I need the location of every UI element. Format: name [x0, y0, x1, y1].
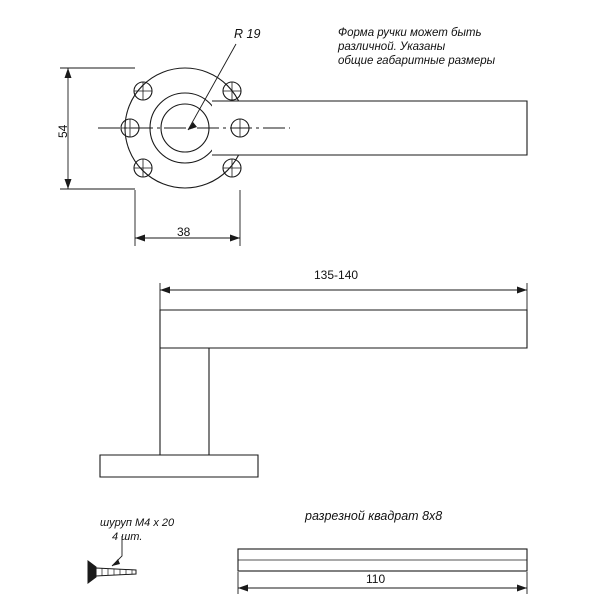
spindle-dim-arrow-right [517, 585, 527, 592]
length-dim-arrow-right [517, 287, 527, 294]
side-view-lever-arm [160, 310, 527, 460]
spindle-geometry [238, 549, 527, 571]
general-note [338, 26, 495, 68]
front-view-geometry [98, 60, 527, 196]
general-note-line-2: различной. Указаны [338, 41, 446, 53]
rosette-width-arrow-right [230, 235, 240, 242]
height-dimension [60, 68, 135, 189]
rosette-width-dimension-label: 38 [177, 225, 191, 239]
height-dim-arrow-top [65, 68, 72, 78]
spindle-caption: разрезной квадрат 8x8 [305, 509, 443, 523]
side-view-rosette-plate [100, 455, 258, 477]
screw-leader-arrow [112, 559, 120, 566]
general-note-line-3: общие габаритные размеры [338, 55, 496, 67]
screw-label-line-1: шуруп M4 x 20 [100, 517, 175, 529]
radius-dimension-label: R 19 [234, 27, 261, 41]
handle-lever-body [212, 101, 527, 155]
length-dim-arrow-left [160, 287, 170, 294]
screw-geometry [88, 536, 136, 583]
rosette-width-arrow-left [135, 235, 145, 242]
spindle-length-label: 110 [366, 572, 386, 586]
general-note-line-1: Форма ручки может быть [338, 27, 482, 39]
length-dimension-label: 135-140 [314, 268, 359, 282]
length-dimension [160, 283, 527, 312]
height-dimension-label: 54 [56, 124, 70, 138]
spindle-dim-arrow-left [238, 585, 248, 592]
screw-label-line-2: 4 шт. [112, 531, 143, 543]
height-dim-arrow-bottom [65, 179, 72, 189]
side-view-geometry [100, 310, 527, 477]
screw-head [88, 561, 96, 583]
